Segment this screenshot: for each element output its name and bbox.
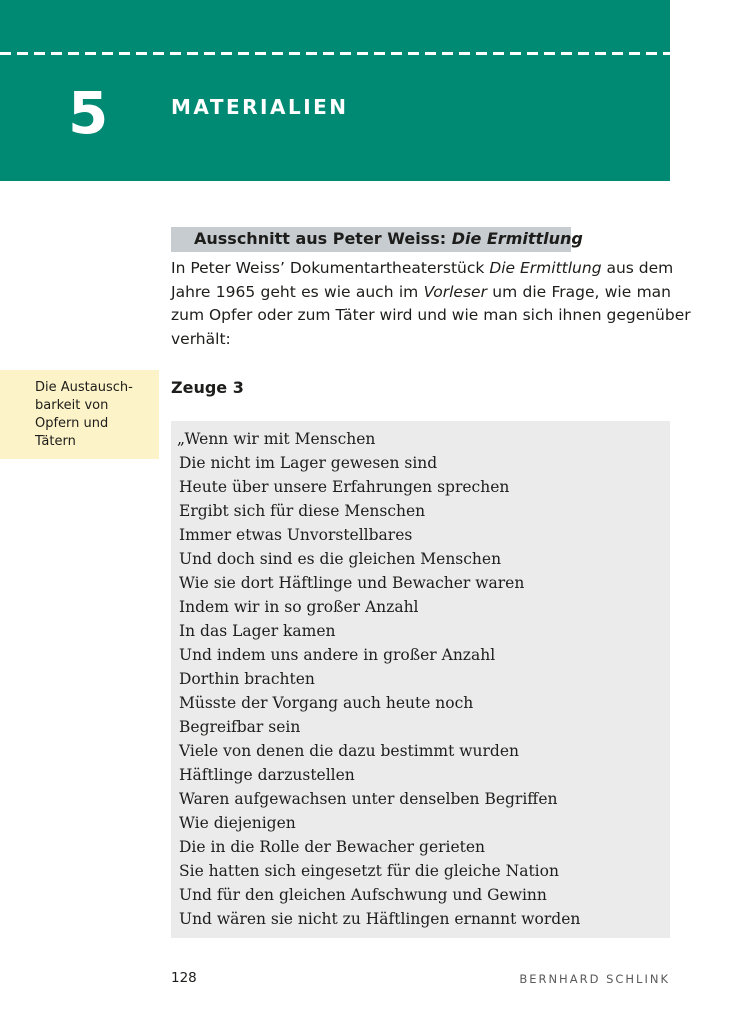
intro-line: Jahre 1965 geht es wie auch im Vorleser um die Frage, wie man [171,282,672,301]
poem-line: Die nicht im Lager gewesen sind [179,454,438,472]
running-footer-title: BERNHARD SCHLINK [519,972,670,986]
poem-line: Sie hatten sich eingesetzt für die gleiche Nation [179,862,559,880]
poem-line: Viele von denen die dazu bestimmt wurden [179,742,520,760]
intro-line: In Peter Weiss’ Dokumentartheaterstück Die Ermittlung aus dem [171,259,674,277]
margin-note-line: Die Austausch- [35,380,133,395]
page-number: 128 [171,970,197,986]
intro-line: verhält: [171,329,231,348]
poem-line: Und indem uns andere in großer Anzahl [179,646,496,664]
margin-note-line: barkeit von [35,398,109,413]
dashed-divider [0,52,670,55]
poem-line: Müsste der Vorgang auch heute noch [179,694,474,712]
witness-label: Zeuge 3 [171,378,244,397]
intro-line: zum Opfer oder zum Täter wird und wie man sich ihnen gegenüber [171,306,691,324]
poem-line: Dorthin brachten [179,670,315,688]
poem-line: Wie diejenigen [179,814,296,832]
section-heading-prefix: Ausschnitt aus Peter Weiss: [194,229,452,248]
section-heading [171,227,583,252]
poem-line: Ergibt sich für diese Menschen [179,502,426,520]
poem-line: Indem wir in so großer Anzahl [179,598,419,616]
poem-line: Wie sie dort Häftlinge und Bewacher waren [179,574,525,592]
margin-note-line: Opfern und [35,416,109,431]
poem-line: Die in die Rolle der Bewacher gerieten [179,838,486,856]
poem-line: Und doch sind es die gleichen Menschen [179,550,502,568]
poem-quote-box [171,421,670,938]
margin-note [0,370,159,459]
poem-line: Begreifbar sein [179,718,301,736]
poem-line: Heute über unsere Erfahrungen sprechen [179,478,510,496]
poem-line: „Wenn wir mit Menschen [177,430,376,448]
chapter-number: 5 [68,79,109,147]
poem-line: Und für den gleichen Aufschwung und Gewinn [179,886,547,904]
poem-line: Immer etwas Unvorstellbares [179,526,413,544]
poem-line: Häftlinge darzustellen [179,766,355,784]
poem-line: Und wären sie nicht zu Häftlingen ernannt worden [179,910,581,928]
chapter-title: MATERIALIEN [171,95,349,119]
margin-note-line: Tätern [35,434,76,449]
intro-paragraph [171,257,691,351]
poem-line: Waren aufgewachsen unter denselben Begriffen [179,790,558,808]
section-heading-work-title: Die Ermittlung [451,229,583,248]
chapter-header-band [0,0,670,181]
poem-line: In das Lager kamen [179,622,336,640]
